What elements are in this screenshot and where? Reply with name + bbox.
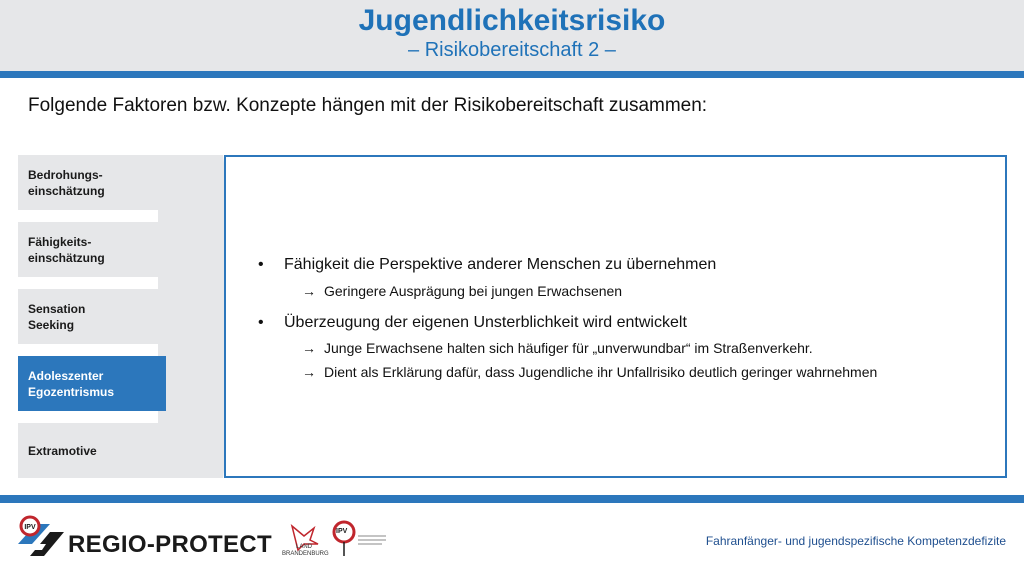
- header-divider: [0, 71, 1024, 78]
- bullet-dot-icon: •: [258, 256, 264, 273]
- arrow-right-icon: →: [302, 340, 316, 356]
- sub-item: [302, 340, 813, 356]
- nav-separator: [18, 277, 158, 289]
- nav-item-sensation-seeking[interactable]: Sensation Seeking: [18, 289, 158, 344]
- arrow-right-icon: →: [302, 364, 316, 380]
- bullet-item: [258, 256, 716, 274]
- svg-text:IPV: IPV: [24, 524, 36, 531]
- bullet-text: Überzeugung der eigenen Unsterblichkeit wird entwickelt: [284, 314, 687, 331]
- slide-subtitle: – Risikobereitschaft 2 –: [408, 39, 616, 61]
- slide-title: Jugendlichkeitsrisiko: [358, 4, 666, 37]
- ipv-logo-text: IPV: [336, 528, 348, 535]
- intro-text: Folgende Faktoren bzw. Konzepte hängen mit der Risikobereitschaft zusammen:: [28, 95, 708, 116]
- sub-text: Junge Erwachsene halten sich häufiger für „unverwundbar“ im Straßenverkehr.: [324, 340, 813, 356]
- nav-item-extramotive[interactable]: Extramotive: [18, 423, 158, 478]
- regio-protect-logo-text: REGIO-PROTECT: [68, 531, 272, 558]
- nav-separator: [18, 210, 158, 222]
- nav-separator: [18, 411, 158, 423]
- ipv-logo-icon: [332, 520, 388, 558]
- bullet-text: Fähigkeit die Perspektive anderer Menschen zu übernehmen: [284, 256, 717, 273]
- bullet-item: [258, 314, 687, 332]
- bullet-dot-icon: •: [258, 314, 264, 331]
- footer-divider: [0, 495, 1024, 503]
- footer-caption: Fahranfänger- und jugendspezifische Kompetenzdefizite: [705, 534, 1006, 548]
- sub-text: Geringere Ausprägung bei jungen Erwachsenen: [324, 283, 623, 299]
- nav-item-faehigkeitseinschaetzung[interactable]: Fähigkeits- einschätzung: [18, 222, 158, 277]
- nav-item-adoleszenter-egozentrismus[interactable]: Adoleszenter Egozentrismus: [18, 356, 166, 411]
- arrow-right-icon: →: [302, 283, 316, 299]
- sub-item: [302, 283, 622, 299]
- sub-text: Dient als Erklärung dafür, dass Jugendliche ihr Unfallrisiko deutlich geringer wahrnehmen: [324, 364, 878, 380]
- land-brandenburg-logo-text: LAND BRANDENBURG: [282, 544, 329, 557]
- sub-item: [302, 364, 877, 380]
- nav-item-bedrohungseinschaetzung[interactable]: Bedrohungs- einschätzung: [18, 155, 158, 210]
- nav-separator: [18, 344, 158, 356]
- regio-protect-logo-icon: [16, 514, 66, 558]
